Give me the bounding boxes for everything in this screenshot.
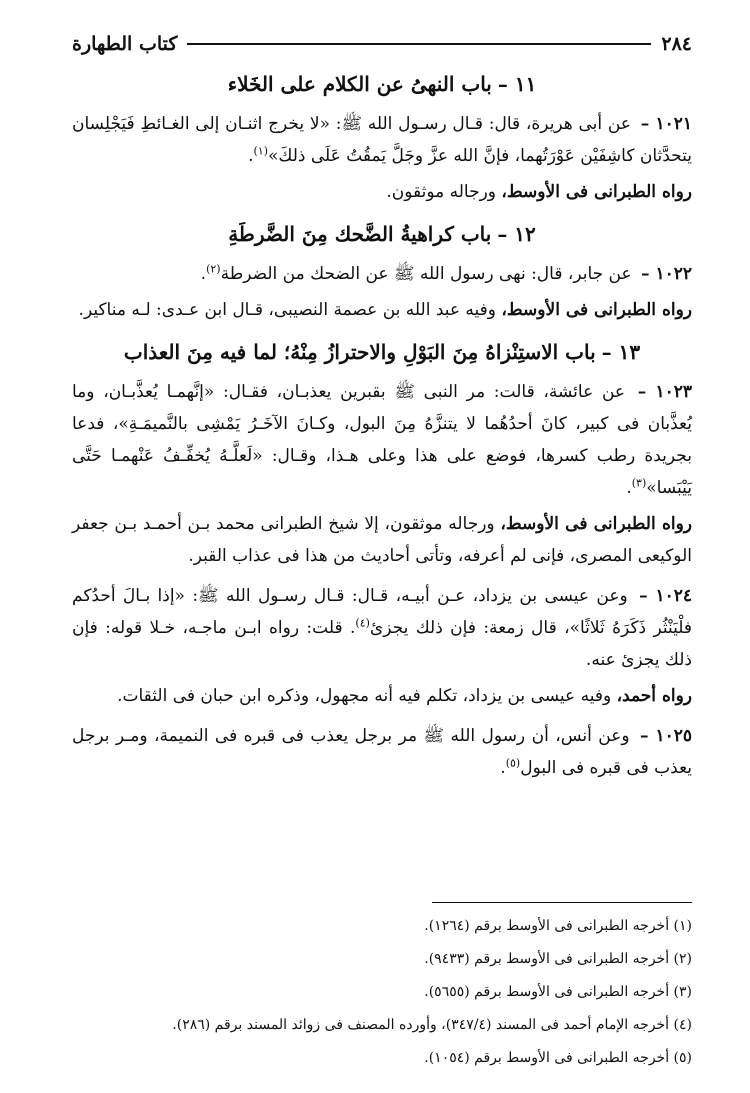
hadith-number: ١٠٢٥ –	[640, 726, 692, 746]
hadith-text-tail: . قلت: رواه ابـن ماجـه، خـلا قوله: فإن ذلك يجزئ عنه.	[72, 618, 692, 670]
hadith-paragraph: ١٠٢٣ – عن عائشة، قالت: مر النبى ﷺ بقبرين يعذبـان، فقـال: «إنَّهمـا يُعذَّبـان، وما يُعذَّبان فى كبير، كانَ أحدُهُما لا يتنزَّهُ مِنَ البول، وكـانَ الآخَـرُ يَمْشِى بالنَّميمَـةِ»، فدعا بجريدة رطب كسرها، فوضع على هذا وعلى هـذا، وقـال: «لَعلَّـهُ يُخفِّـفُ عَنْهمـا حَتَّى يَيْبَسا»$^{(٣)}$.	[72, 382, 693, 498]
commentary-text: ورجاله موثقون، إلا شيخ الطبرانى محمد بـن أحمـد بـن جعفر الوكيعى المصرى، فإنى لم أعرفه، وتأتى أحاديث من هذا فى عذاب القبر.	[72, 514, 692, 566]
hadith-text: وعن عيسى بن يزداد، عـن أبيـه، قـال: قـال رسـول الله ﷺ: «إذا بـالَ أحدُكم فلْيَنْثُر ذَكَرَهُ ثَلاثًا»، قال زمعة: فإن ذلك يجزئ	[72, 586, 693, 638]
footnote-ref: (٤)	[355, 616, 370, 630]
hadith-paragraph: ١٠٢٥ – وعن أنس، أن رسول الله ﷺ مر برجل يعذب فى قبره فى النميمة، ومـر برجل يعذب فى قبره فى البول$^{(٥)}$.	[72, 726, 692, 778]
commentary-paragraph	[72, 176, 692, 208]
footnote-ref: (٢)	[206, 262, 221, 276]
hadith-text: عن عائشة، قالت: مر النبى ﷺ بقبرين يعذبـان، فقـال: «إنَّهمـا يُعذَّبـان، وما يُعذَّبان فى كبير، كانَ أحدُهُما لا يتنزَّهُ مِنَ البول، وكـانَ الآخَـرُ يَمْشِى بالنَّميمَـةِ»، فدعا بجريدة رطب كسرها، فوضع على هذا وعلى هـذا، وقـال: «لَعلَّـهُ يُخفِّـفُ عَنْهمـا حَتَّى يَيْبَسا»	[72, 382, 692, 498]
section-heading	[72, 216, 692, 252]
commentary-paragraph	[72, 680, 692, 712]
hadith-paragraph	[72, 580, 692, 676]
footnote-ref: (١)	[253, 144, 268, 158]
footnote-item: (٣) أخرجه الطبرانى فى الأوسط برقم (٥٦٥٥).	[424, 984, 692, 1000]
section-heading	[72, 334, 692, 370]
hadith-paragraph: ١٠٢٢ – عن جابر، قال: نهى رسول الله ﷺ عن الضحك من الضرطة$^{(٢)}$.	[200, 262, 692, 284]
source-citation: رواه أحمد،	[616, 686, 692, 706]
hadith-text: وعن أنس، أن رسول الله ﷺ مر برجل يعذب فى قبره فى النميمة، ومـر برجل يعذب فى قبره فى البول	[72, 726, 692, 778]
commentary-paragraph	[72, 508, 692, 572]
running-header	[72, 28, 692, 60]
header-rule	[187, 43, 651, 45]
footnote-item: (٥) أخرجه الطبرانى فى الأوسط برقم (١٠٥٤).	[424, 1050, 692, 1066]
commentary-text: ورجاله موثقون.	[386, 182, 502, 202]
source-citation: رواه الطبرانى فى الأوسط،	[501, 182, 692, 202]
commentary-text: وفيه عبد الله بن عصمة النصيبى، قـال ابن عـدى: لـه مناكير.	[78, 300, 502, 320]
section-title: باب الاستِنْزاهُ مِنَ البَوْلِ والاحترازُ مِنْهُ؛ لما فيه مِنَ العذاب	[123, 340, 596, 364]
footnote-item: (٢) أخرجه الطبرانى فى الأوسط برقم (٩٤٣٣).	[424, 951, 692, 967]
hadith-number: ١٠٢٤ –	[639, 586, 693, 606]
commentary-paragraph	[72, 294, 692, 326]
section-heading	[72, 66, 692, 102]
hadith-text: عن أبى هريرة، قال: قـال رسـول الله ﷺ: «لا يخرج اثنـان إلى الغـائطِ فَيَجْلِسان يتحدَّثان كاشِفَيْن عَوْرَتُهما، فإنَّ الله عزَّ وجَلَّ يَمقُتُ عَلَى ذلكَ»	[72, 114, 692, 166]
footnote-ref: (٥)	[505, 756, 521, 770]
section-title: باب النهىُ عن الكلام على الخَلاء	[227, 72, 492, 96]
hadith-paragraph: ١٠٢١ – عن أبى هريرة، قال: قـال رسـول الله ﷺ: «لا يخرج اثنـان إلى الغـائطِ فَيَجْلِسان يتحدَّثان كاشِفَيْن عَوْرَتُهما، فإنَّ الله عزَّ وجَلَّ يَمقُتُ عَلَى ذلكَ»$^{(١)}$.	[72, 114, 693, 166]
footnotes	[72, 910, 692, 1075]
footnote-item: (٤) أخرجه الإمام أحمد فى المسند (٣٤٧/٤)، وأورده المصنف فى زوائد المسند برقم (٢٨٦).	[172, 1017, 692, 1033]
hadith-text: عن جابر، قال: نهى رسول الله ﷺ عن الضحك من الضرطة	[220, 264, 632, 284]
hadith-number: ١٠٢٣ –	[637, 382, 693, 402]
footnote-separator	[432, 902, 692, 903]
page-number: ٢٨٤	[661, 33, 692, 55]
section-number: ١١ –	[497, 72, 537, 96]
hadith-number: ١٠٢١ –	[640, 114, 693, 134]
hadith-number: ١٠٢٢ –	[641, 264, 692, 284]
footnote-ref: (٣)	[631, 476, 647, 490]
commentary-text: وفيه عيسى بن يزداد، تكلم فيه أنه مجهول، وذكره ابن حبان فى الثقات.	[117, 686, 617, 706]
source-citation: رواه الطبرانى فى الأوسط،	[500, 514, 692, 534]
source-citation: رواه الطبرانى فى الأوسط،	[501, 300, 692, 320]
section-title: باب كراهيةُ الضَّحك مِنَ الضَّرطَةِ	[228, 222, 492, 246]
footnote-item: (١) أخرجه الطبرانى فى الأوسط برقم (١٢٦٤).	[424, 918, 692, 934]
book-title: كتاب الطهارة	[72, 33, 178, 55]
section-number: ١٣ –	[601, 340, 641, 364]
section-number: ١٢ –	[497, 222, 536, 246]
